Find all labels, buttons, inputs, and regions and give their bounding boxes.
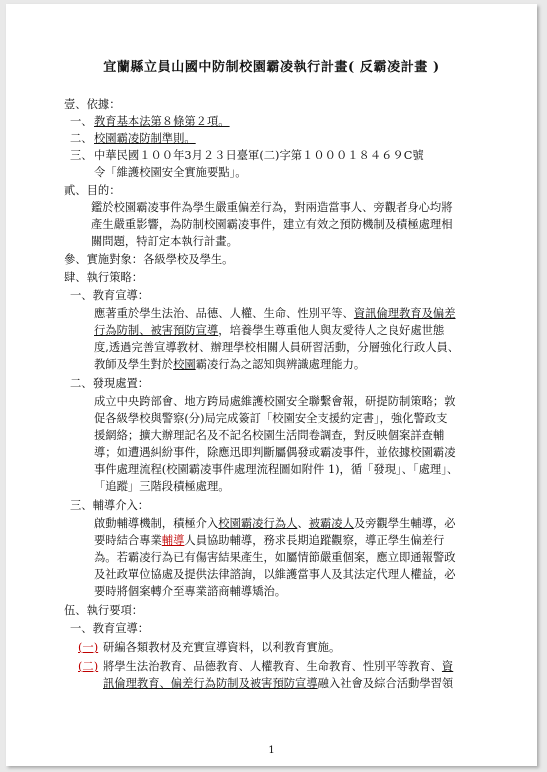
item-1-2-text: 校園霸凌防制準則。 xyxy=(94,132,196,145)
strategy-3-line-1: 啟動輔導機制，積極介入校園霸凌行為人、被霸凌人及旁觀學生輔導，必 xyxy=(94,517,456,530)
strategy-1-line-1: 應著重於學生法治、品德、人權、生命、性別平等、資訊倫理教育及偏差 xyxy=(94,307,456,320)
strategy-2-line-2: 促各級學校與警察(分)局完成簽訂「校園安全支援約定書」，強化警政支 xyxy=(94,412,448,425)
item-5-1-heading: 一、教育宣導： xyxy=(70,622,150,635)
strategy-1-line-4: 教師及學生對於校園霸凌行為之認知與辨識處理能力。 xyxy=(94,358,366,371)
item-5-1-2-line-1: 將學生法治教育、品德教育、人權教育、生命教育、性別平等教育、資 xyxy=(103,660,454,673)
page-number: 1 xyxy=(268,745,275,756)
section-2-line-2: 產生嚴重影響，為防制校園霸凌事件，建立有效之預防機制及積極處理相 xyxy=(91,218,453,231)
item-1-1-number: 一、 xyxy=(70,115,93,128)
strategy-3-line-2: 要時結合專業輔導人員協助輔導，務求長期追蹤觀察，導正學生偏差行 xyxy=(94,534,445,547)
item-1-2-number: 二、 xyxy=(70,132,93,145)
item-5-1-2-number: (二) xyxy=(78,660,99,673)
section-1-heading: 壹、依據： xyxy=(64,98,121,111)
strategy-3-line-3: 為。若霸凌行為已有傷害結果產生，如屬情節嚴重個案，應立即通報警政 xyxy=(94,551,456,564)
item-5-1-1-number: (一) xyxy=(78,641,99,654)
strategy-2-heading: 二、發現處置： xyxy=(70,377,150,390)
section-3-heading: 參、實施對象：各級學校及學生。 xyxy=(64,253,234,266)
section-2-heading: 貳、目的： xyxy=(64,184,121,197)
item-5-1-2-line-2: 訊倫理教育、偏差行為防制及被害預防宣導融入社會及綜合活動學習領 xyxy=(103,677,454,690)
strategy-2-line-6: 「追蹤」三階段積極處理。 xyxy=(94,480,230,493)
strategy-3-heading: 三、輔導介入： xyxy=(70,499,150,512)
strategy-3-line-5: 要時將個案轉介至專業諮商輔導矯治。 xyxy=(94,585,287,598)
section-4-heading: 肆、執行策略： xyxy=(64,271,144,284)
item-1-3-number: 三、 xyxy=(70,149,93,162)
strategy-2-line-1: 成立中央跨部會、地方跨局處維護校園安全聯繫會報，研提防制策略；敦 xyxy=(94,395,456,408)
item-1-1-text: 教育基本法第８條第２項。 xyxy=(94,115,230,128)
strategy-1-line-3: 度,透過完善宣導教材、辦理學校相關人員研習活動，分層強化行政人員、 xyxy=(94,341,460,354)
strategy-2-line-4: 導；如遭遇糾紛事件，除應迅即判斷屬偶發或霸凌事件，並依據校園霸凌 xyxy=(94,446,456,459)
item-1-3-line-2: 令「維護校園安全實施要點」。 xyxy=(94,166,247,179)
item-5-1-1-text: 研編各類教材及充實宣導資料，以利教育實施。 xyxy=(103,641,341,654)
section-2-line-3: 關問題，特訂定本執行計畫。 xyxy=(91,235,238,248)
section-5-heading: 伍、執行要項： xyxy=(64,604,144,617)
strategy-3-line-4: 及社政單位協處及提供法律諮詢，以維護當事人及其法定代理人權益，必 xyxy=(94,568,456,581)
strategy-2-line-5: 事件處理流程(校園霸凌事件處理流程圖如附件 1)，循「發現」、「處理」、 xyxy=(94,463,459,476)
item-1-3-line-1: 中華民國１００年3月２３日臺軍(二)字第１０００１８４６９C號 xyxy=(94,149,424,162)
strategy-2-line-3: 援網絡；擴大辦理記名及不記名校園生活問卷調查，對反映個案詳查輔 xyxy=(94,429,445,442)
document-page xyxy=(6,4,537,766)
strategy-1-line-2: 行為防制、被害預防宣導，培養學生尊重他人與友愛待人之良好處世態 xyxy=(94,324,445,337)
section-2-line-1: 鑑於校園霸凌事件為學生嚴重偏差行為，對兩造當事人、旁觀者身心均將 xyxy=(91,201,453,214)
document-title: 宜蘭縣立員山國中防制校園霸凌執行計畫( 反霸凌計畫 ) xyxy=(103,60,440,75)
strategy-1-heading: 一、教育宣導： xyxy=(70,289,150,302)
